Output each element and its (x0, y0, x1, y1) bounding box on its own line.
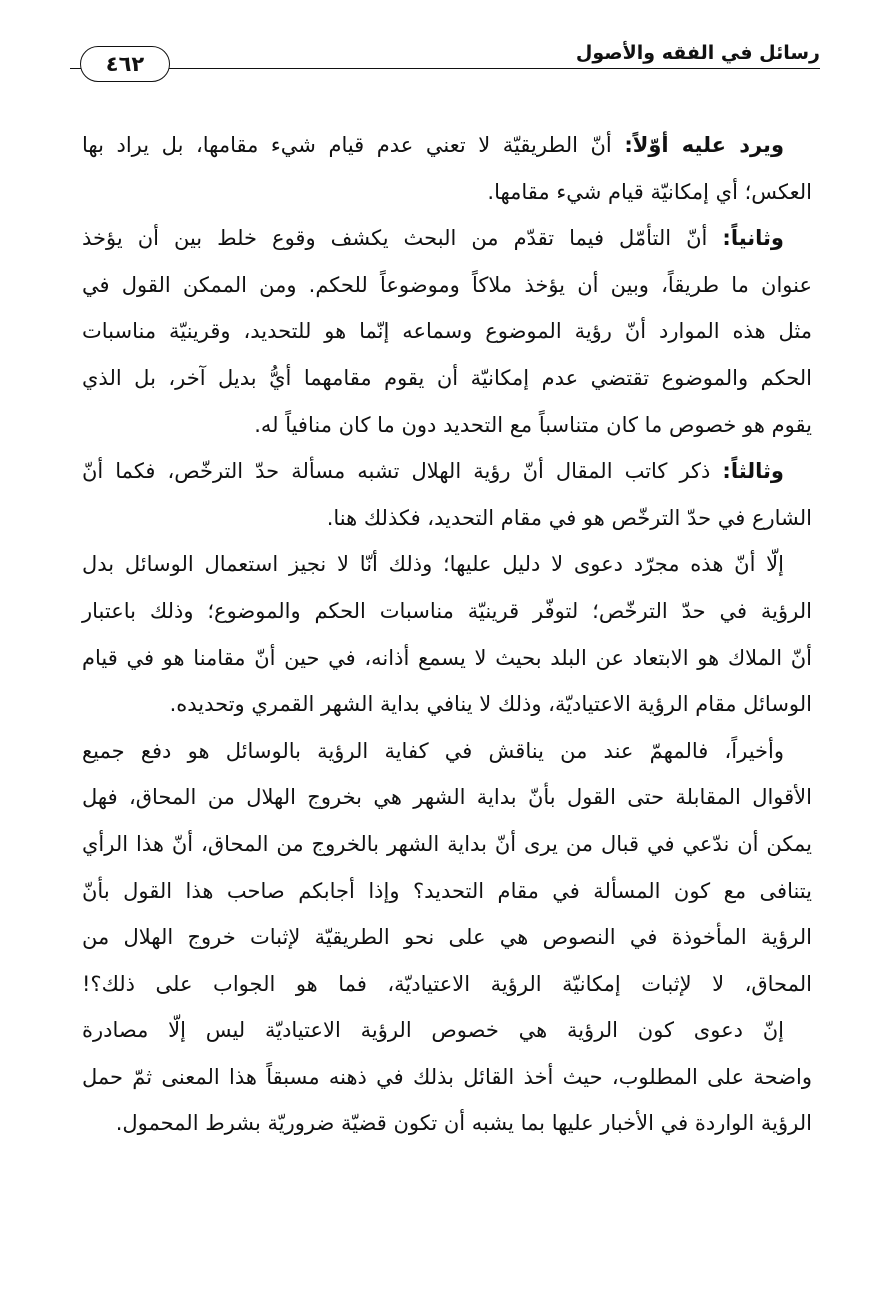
running-title: رسائل في الفقه والأصول (575, 42, 820, 64)
paragraph-lead: وثانياً: (722, 226, 784, 251)
text-line: وثانياً: أنّ التأمّل فيما تقدّم من البحث يكشف وقوع خلط بين أن يؤخذ (82, 226, 784, 251)
text-line: وأخيراً، فالمهمّ عند من يناقش في كفاية الرؤية بالوسائل هو دفع جميع (82, 738, 784, 763)
text-line: الرؤية في حدّ الترخّص؛ لتوفّر قرينيّة مناسبات الحكم والموضوع؛ وذلك باعتبار (82, 598, 812, 623)
text-line: يمكن أن ندّعي في قبال من يرى أنّ بداية الشهر بالخروج من المحاق، أنّ هذا الرأي (82, 831, 812, 856)
text-line: وثالثاً: ذكر كاتب المقال أنّ رؤية الهلال تشبه مسألة حدّ الترخّص، فكما أنّ (82, 459, 784, 484)
text-line: الرؤية الواردة في الأخبار عليها بما يشبه أن تكون قضيّة ضروريّة بشرط المحمول. (115, 1111, 812, 1136)
page-number: ٤٦٢ (80, 46, 170, 82)
text-line: ويرد عليه أوّلاً: أنّ الطريقيّة لا تعني عدم قيام شيء مقامها، بل يراد بها (82, 133, 784, 157)
paragraph-lead: ويرد عليه أوّلاً: (624, 133, 784, 157)
text-line: يتنافى مع كون المسألة في مقام التحديد؟ وإذا أجابكم صاحب هذا القول بأنّ (82, 878, 812, 903)
text-line: أنّ الملاك هو الابتعاد عن البلد بحيث لا يسمع أذانه، في حين أنّ مقامنا هو في قيام (82, 645, 812, 670)
text-line: الشارع في حدّ الترخّص هو في مقام التحديد، فكذلك هنا. (326, 505, 812, 530)
text-line: إلّا أنّ هذه مجرّد دعوى لا دليل عليها؛ وذلك أنّا لا نجيز استعمال الوسائل بدل (82, 552, 784, 577)
text-line: مثل هذه الموارد أنّ رؤية الموضوع وسماعه إنّما هو للتحديد، وقرينيّة مناسبات (82, 319, 812, 344)
text-line: عنوان ما طريقاً، وبين أن يؤخذ ملاكاً وموضوعاً للحكم. ومن الممكن القول في (82, 272, 812, 297)
paragraph-lead: وثالثاً: (722, 459, 784, 484)
text-line: إنّ دعوى كون الرؤية هي خصوص الرؤية الاعتياديّة ليس إلّا مصادرة (82, 1018, 784, 1043)
text-line: الرؤية المأخوذة في النصوص هي على نحو الطريقيّة لإثبات خروج الهلال من (82, 925, 812, 950)
text-line: الحكم والموضوع تقتضي عدم إمكانيّة أن يقوم مقامهما أيُّ بديل آخر، بل الذي (82, 365, 812, 390)
page-header (70, 34, 820, 84)
text-line: المحاق، لا لإثبات إمكانيّة الرؤية الاعتياديّة، فما هو الجواب على ذلك؟! (82, 971, 812, 996)
text-line: الأقوال المقابلة حتى القول بأنّ بداية الشهر هي بخروج الهلال من المحاق، فهل (82, 785, 812, 810)
text-line: الوسائل مقام الرؤية الاعتياديّة، وذلك لا ينافي بداية الشهر القمري وتحديده. (169, 692, 812, 717)
text-line: العكس؛ أي إمكانيّة قيام شيء مقامها. (487, 179, 812, 204)
body-text (82, 122, 812, 1147)
text-line: واضحة على المطلوب، حيث أخذ القائل بذلك في ذهنه مسبقاً هذا المعنى ثمّ حمل (82, 1064, 812, 1089)
header-rule (70, 68, 820, 69)
text-line: يقوم هو خصوص ما كان متناسباً مع التحديد دون ما كان منافياً له. (254, 412, 812, 437)
